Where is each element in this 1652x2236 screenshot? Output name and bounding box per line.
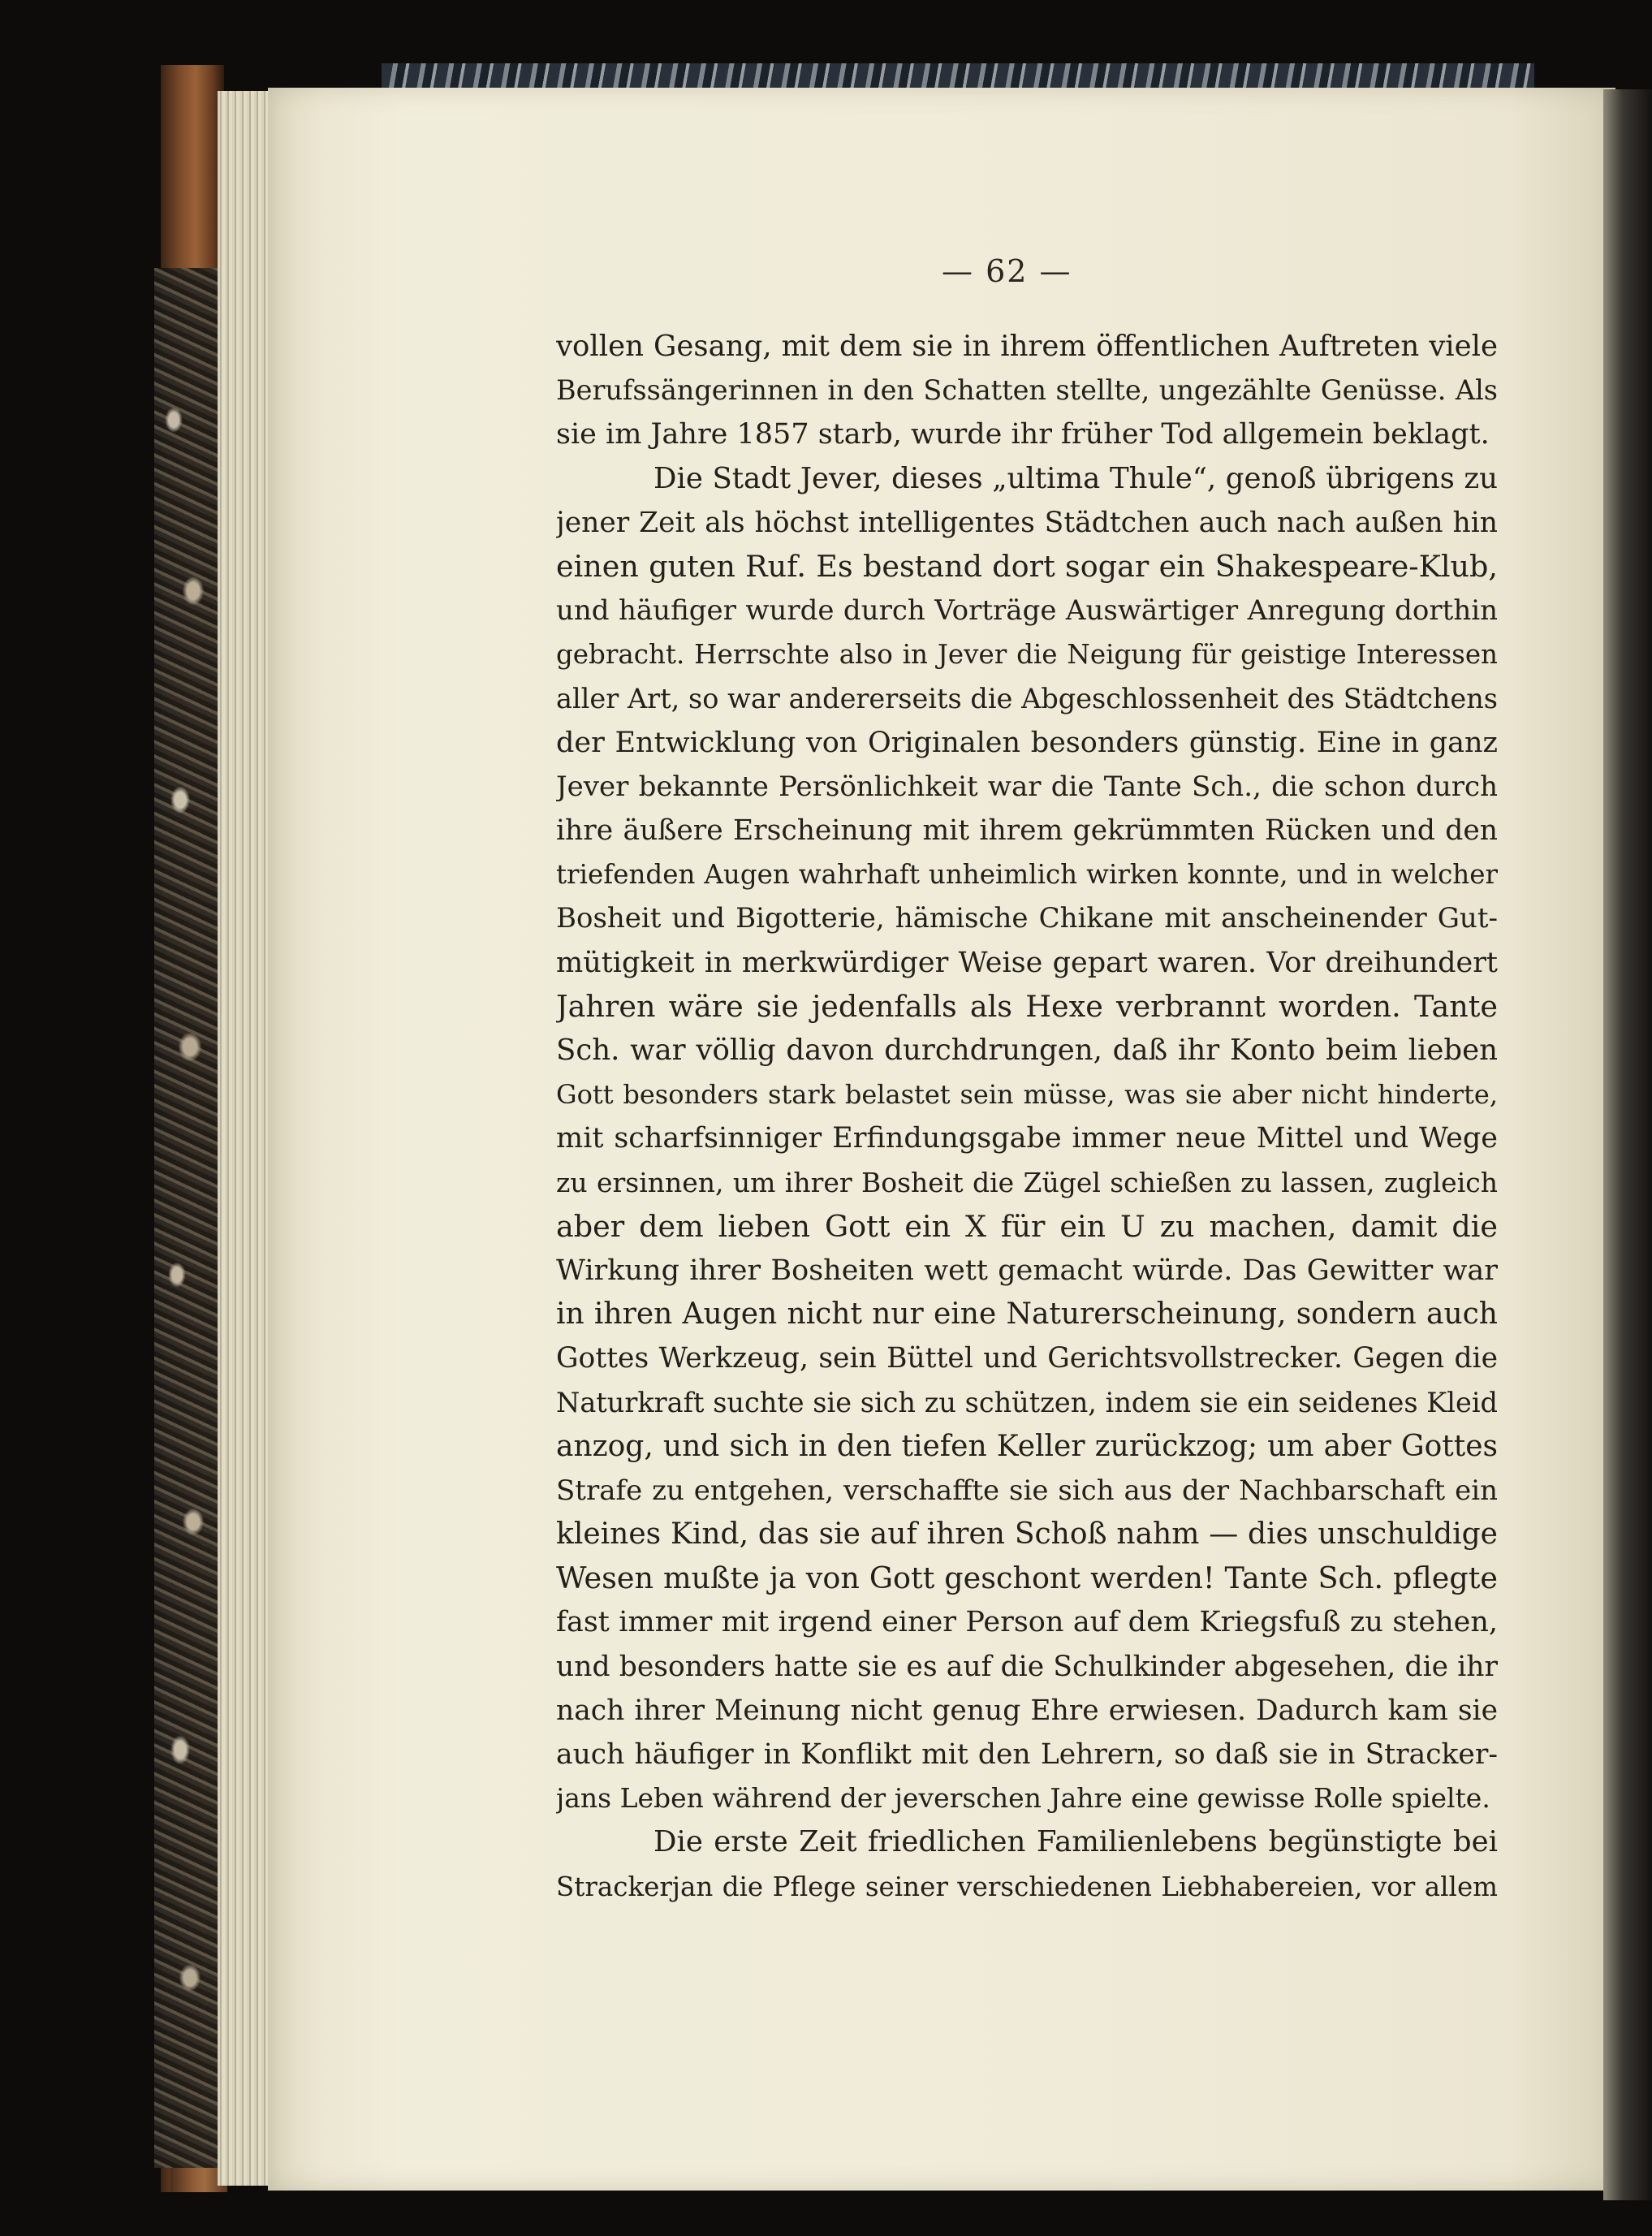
text-line: jener Zeit als höchst intelligentes Städtchen auch nach außen hin <box>556 506 1498 539</box>
text-line: Jever bekannte Persönlichkeit war die Tante Sch., die schon durch <box>556 770 1498 803</box>
text-line: mit scharfsinniger Erfindungsgabe immer neue Mittel und Wege <box>556 1122 1498 1155</box>
text-line: triefenden Augen wahrhaft unheimlich wirken konnte, und in welcher <box>556 859 1498 891</box>
text-line: Die Stadt Jever, dieses „ultima Thule“, genoß übrigens zu <box>653 461 1498 495</box>
text-line: in ihren Augen nicht nur eine Naturerscheinung, sondern auch <box>556 1297 1498 1332</box>
text-line: zu ersinnen, um ihrer Bosheit die Zügel schießen zu lassen, zugleich <box>556 1166 1498 1198</box>
page-block-edges <box>218 91 274 2186</box>
text-line: kleines Kind, das sie auf ihren Schoß nahm — dies unschuldige <box>556 1517 1498 1552</box>
text-line: Sch. war völlig davon durchdrungen, daß ihr Konto beim lieben <box>556 1034 1498 1067</box>
text-line: Strafe zu entgehen, verschaffte sie sich aus der Nachbarschaft ein <box>556 1474 1498 1507</box>
text-line: Berufssängerinnen in den Schatten stellte, ungezählte Genüsse. Als <box>556 374 1498 407</box>
text-line: Jahren wäre sie jedenfalls als Hexe verbrannt worden. Tante <box>556 988 1498 1024</box>
text-line: ihre äußere Erscheinung mit ihrem gekrümmten Rücken und den <box>556 814 1498 848</box>
text-line: und häufiger wurde durch Vorträge Auswärtiger Anregung dorthin <box>556 594 1498 628</box>
text-line: sie im Jahre 1857 starb, wurde ihr früher Tod allgemein beklagt. <box>556 418 1490 451</box>
text-line: aller Art, so war andererseits die Abgeschlossenheit des Städtchens <box>556 682 1498 714</box>
text-line: anzog, und sich in den tiefen Keller zurückzog; um aber Gottes <box>556 1429 1498 1463</box>
text-line: nach ihrer Meinung nicht genug Ehre erwiesen. Dadurch kam sie <box>556 1694 1498 1727</box>
text-line: mütigkeit in merkwürdiger Weise gepart waren. Vor dreihundert <box>556 946 1498 979</box>
text-line: einen guten Ruf. Es bestand dort sogar ein Shakespeare-Klub, <box>556 548 1498 584</box>
text-line: jans Leben während der jeverschen Jahre eine gewisse Rolle spielte. <box>556 1782 1490 1815</box>
text-line: Wirkung ihrer Bosheiten wett gemacht würde. Das Gewitter war <box>556 1254 1498 1287</box>
text-line: Gott besonders stark belastet sein müsse, was sie aber nicht hinderte, <box>556 1079 1498 1111</box>
marbled-endpaper <box>154 268 219 2168</box>
text-line: Strackerjan die Pflege seiner verschiedenen Liebhabereien, vor allem <box>556 1871 1498 1902</box>
text-line: Gottes Werkzeug, sein Büttel und Gerichtsvollstrecker. Gegen die <box>556 1342 1498 1375</box>
text-line: aber dem lieben Gott ein X für ein U zu machen, damit die <box>556 1208 1498 1244</box>
text-line: gebracht. Herrschte also in Jever die Neigung für geistige Interessen <box>556 639 1498 671</box>
page-number-header: — 62 — <box>942 253 1072 289</box>
text-line: Wesen mußte ja von Gott geschont werden! Tante Sch. pflegte <box>556 1560 1498 1596</box>
text-line: Naturkraft suchte sie sich zu schützen, indem sie ein seidenes Kleid <box>556 1386 1498 1418</box>
body-text <box>556 325 1498 1909</box>
text-line: Die erste Zeit friedlichen Familienlebens begünstigte bei <box>653 1825 1498 1859</box>
text-line: vollen Gesang, mit dem sie in ihrem öffentlichen Auftreten viele <box>556 330 1498 363</box>
text-line: und besonders hatte sie es auf die Schulkinder abgesehen, die ihr <box>556 1650 1498 1683</box>
text-line: auch häufiger in Konflikt mit den Lehrern, so daß sie in Stracker- <box>556 1738 1498 1771</box>
text-line: fast immer mit irgend einer Person auf dem Kriegsfuß zu stehen, <box>556 1606 1498 1639</box>
right-gutter <box>1603 89 1652 2200</box>
text-line: der Entwicklung von Originalen besonders günstig. Eine in ganz <box>556 726 1498 759</box>
text-line: Bosheit und Bigotterie, hämische Chikane mit anscheinender Gut- <box>556 902 1498 935</box>
